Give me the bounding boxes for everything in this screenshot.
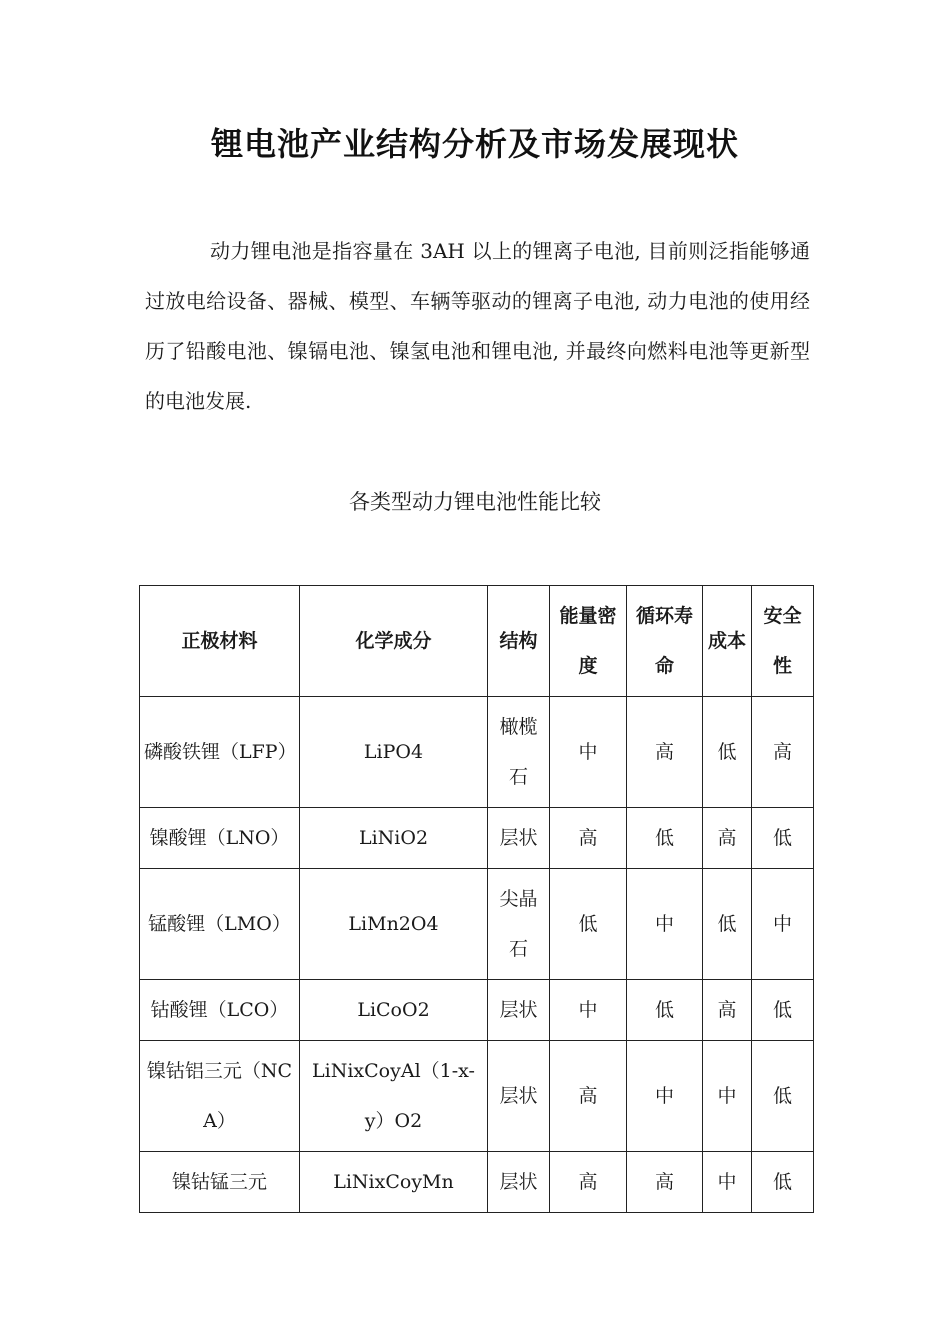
cell-structure: 层状 [488,808,550,869]
table-row [140,869,814,980]
header-safety: 安全性 [752,586,814,697]
cell-safety: 中 [752,869,814,980]
battery-performance-table [139,585,814,1213]
cell-material: 钴酸锂（LCO） [140,980,300,1041]
cell-cost: 低 [703,869,752,980]
header-chemistry: 化学成分 [300,586,488,697]
cell-cost: 中 [703,1041,752,1152]
cell-chemistry: LiNixCoyMn [300,1152,488,1213]
cell-safety: 低 [752,980,814,1041]
header-structure: 结构 [488,586,550,697]
cell-cycle-life: 中 [627,1041,703,1152]
header-cycle-life: 循环寿命 [627,586,703,697]
cell-structure: 尖晶石 [488,869,550,980]
document-title: 锂电池产业结构分析及市场发展现状 [210,125,739,163]
table-row [140,808,814,869]
table-header-row [140,586,814,697]
cell-energy-density: 高 [550,1041,627,1152]
cell-material: 镍钴锰三元 [140,1152,300,1213]
table-row [140,1041,814,1152]
cell-chemistry: LiPO4 [300,697,488,808]
table-caption: 各类型动力锂电池性能比较 [349,490,601,514]
cell-structure: 层状 [488,1041,550,1152]
cell-cycle-life: 高 [627,697,703,808]
cell-structure: 层状 [488,1152,550,1213]
cell-energy-density: 高 [550,1152,627,1213]
header-cost: 成本 [703,586,752,697]
cell-cycle-life: 低 [627,808,703,869]
cell-energy-density: 中 [550,980,627,1041]
cell-chemistry: LiNixCoyAl（1-x-y）O2 [300,1041,488,1152]
cell-material: 磷酸铁锂（LFP） [140,697,300,808]
cell-chemistry: LiNiO2 [300,808,488,869]
table-row [140,697,814,808]
cell-structure: 橄榄石 [488,697,550,808]
cell-material: 锰酸锂（LMO） [140,869,300,980]
cell-energy-density: 中 [550,697,627,808]
cell-structure: 层状 [488,980,550,1041]
intro-paragraph: 动力锂电池是指容量在 3AH 以上的锂离子电池, 目前则泛指能够通过放电给设备、器械、模型、车辆等驱动的锂离子电池, 动力电池的使用经历了铅酸电池、镍镉电池、镍氢电池和锂电池, 并最终向燃料电池等更新型的电池发展. [145,239,810,413]
cell-safety: 高 [752,697,814,808]
cell-cycle-life: 中 [627,869,703,980]
cell-cost: 高 [703,980,752,1041]
cell-material: 镍酸锂（LNO） [140,808,300,869]
cell-safety: 低 [752,808,814,869]
table-row [140,1152,814,1213]
cell-cost: 低 [703,697,752,808]
cell-cost: 高 [703,808,752,869]
cell-material: 镍钴铝三元（NCA） [140,1041,300,1152]
table-row [140,980,814,1041]
header-energy-density: 能量密度 [550,586,627,697]
intro-section [145,226,810,426]
cell-safety: 低 [752,1152,814,1213]
cell-cost: 中 [703,1152,752,1213]
cell-cycle-life: 低 [627,980,703,1041]
cell-energy-density: 高 [550,808,627,869]
cell-cycle-life: 高 [627,1152,703,1213]
cell-safety: 低 [752,1041,814,1152]
cell-energy-density: 低 [550,869,627,980]
header-material: 正极材料 [140,586,300,697]
cell-chemistry: LiMn2O4 [300,869,488,980]
cell-chemistry: LiCoO2 [300,980,488,1041]
